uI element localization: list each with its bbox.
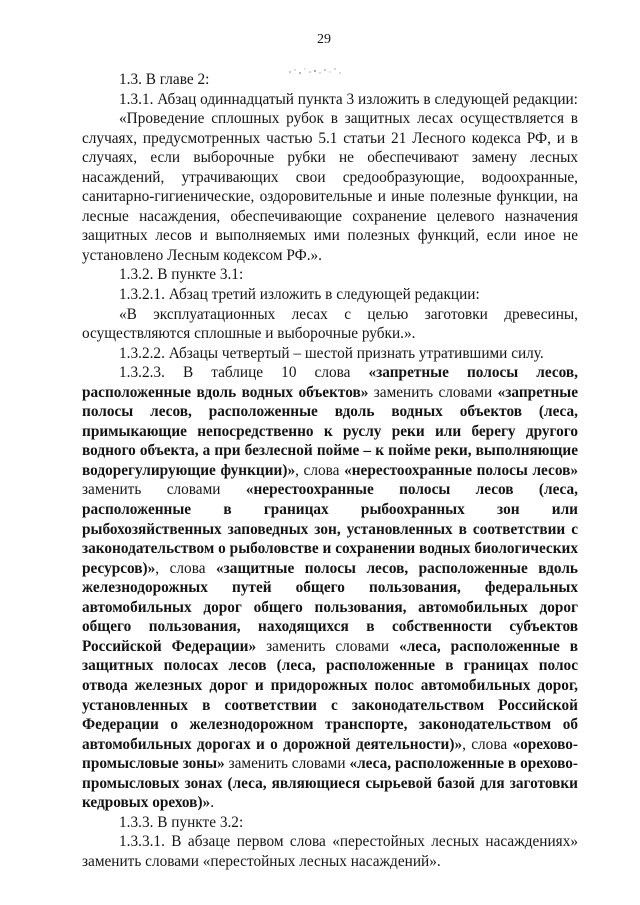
paragraph <box>82 344 578 364</box>
paragraph <box>82 265 578 285</box>
text-run: , слова <box>462 735 513 753</box>
bold-text-run: «защитные полосы лесов, расположенные вдоль железнодорожных путей общего пользования, федеральных автомобильных дорог общего пользования, автомобильных дорог общего пользования, находящихся в собственности субъектов Российской Федерации» <box>82 559 578 655</box>
bold-text-run: «запретные полосы лесов, расположенные вдоль водных объектов (леса, примыкающие непосредственно к руслу реки или берегу другого водного объекта, а при безлесной пойме – к пойме реки, выполняющие водорегулирующие функции)» <box>82 383 578 479</box>
text-run: заменить словами <box>224 755 350 773</box>
text-run: 1.3.2. В пункте 3.1: <box>119 266 244 284</box>
paragraph <box>82 109 578 265</box>
text-run: заменить словами <box>256 637 400 655</box>
paragraph <box>82 305 578 344</box>
paragraph <box>82 813 578 833</box>
page-number: 29 <box>317 32 331 47</box>
paragraph <box>82 70 578 90</box>
bold-text-run: «запретные полосы лесов, расположенные вдоль водных объектов» <box>82 364 578 401</box>
text-run: 1.3.2.1. Абзац третий изложить в следующей редакции: <box>119 286 480 304</box>
text-run: «Проведение сплошных рубок в защитных лесах осуществляется в случаях, предусмотренных частью 5.1 статьи 21 Лесного кодекса РФ, и в случаях, если выборочные рубки не обеспечивают замену лесных насаждений, утрачивающих свои средообразующие, водоохранные, санитарно-гигиенические, оздоровительные и иные полезные функции, на лесные насаждения, обеспечивающие сохранение целевого назначения защитных лесов и выполняемых ими полезных функций, если иное не установлено Лесным кодексом РФ.». <box>82 110 578 264</box>
text-run: 1.3.2.3. В таблице 10 слова <box>119 364 369 382</box>
text-run: «В эксплуатационных лесах с целью заготовки древесины, осуществляются сплошные и выборочные рубки.». <box>82 305 578 343</box>
text-run: 1.3.2.2. Абзацы четвертый – шестой признать утратившими силу. <box>119 344 544 362</box>
text-run: , слова <box>155 559 217 577</box>
paragraph <box>82 363 578 813</box>
bold-text-run: «леса, расположенные в защитных полосах лесов (леса, расположенные в границах полос отвода железных дорог и придорожных полос автомобильных дорог, установленных в соответствии с законодательством Российской Федерации о железнодорожном транспорте, законодательством об автомобильных дорогах и о дорожной деятельности)» <box>82 637 578 753</box>
bold-text-run: «нерестоохранные полосы лесов (леса, расположенные в границах рыбоохранных зон или рыбохозяйственных заповедных зон, установленных в соответствии с законодательством о рыболовстве и сохранении водных биологических ресурсов)» <box>82 481 579 577</box>
bold-text-run: «нерестоохранные полосы лесов» <box>344 461 578 479</box>
text-run: заменить словами <box>368 383 498 401</box>
paragraph <box>82 832 578 871</box>
text-run: 1.3.1. Абзац одиннадцатый пункта 3 изложить в следующей редакции: <box>119 90 578 108</box>
paragraph <box>82 285 578 305</box>
bold-text-run: «орехово-промысловые зоны» <box>82 735 578 773</box>
text-run: 1.3.3. В пункте 3.2: <box>119 813 244 831</box>
text-run: . <box>210 794 215 812</box>
text-run: 1.3.3.1. В абзаце первом слова «перестойных лесных насаждениях» заменить словами «перестойных лесных насаждений». <box>82 833 578 870</box>
bold-text-run: «леса, расположенные в орехово-промысловых зонах (леса, являющиеся сырьевой базой для заготовки кедровых орехов)» <box>82 755 579 812</box>
text-run: заменить словами <box>82 481 246 499</box>
paragraph <box>82 90 578 110</box>
text-run: , слова <box>295 461 345 479</box>
document-body <box>82 70 578 871</box>
text-run: 1.3. В главе 2: <box>119 71 210 88</box>
